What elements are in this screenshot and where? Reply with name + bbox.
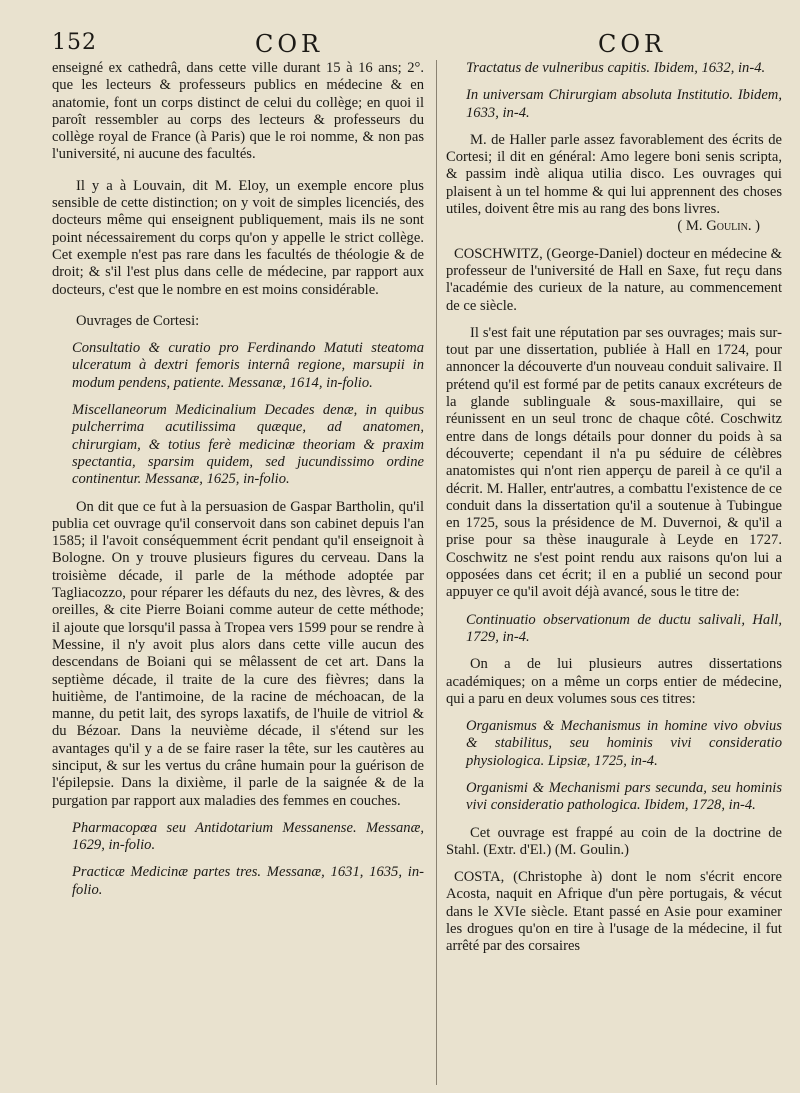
column-divider <box>436 60 437 1085</box>
attribution: ( M. Goulin. ) <box>677 218 760 235</box>
citation: Tractatus de vulneribus capitis. Ibidem, 1632, in-4. <box>466 60 766 76</box>
running-head-right: COR <box>598 30 667 58</box>
citation: Practicæ Medicinæ partes tres. Messanæ, 1631, 1635, in-folio. <box>72 864 424 898</box>
running-head-left: COR <box>255 30 324 58</box>
entry-coschwitz: COSCHWITZ, (George-Daniel) docteur en médecine & professeur de l'université de Hall en Saxe, fut reçu dans l'académie des curieux de la nature, au commencement de ce siècle. <box>446 245 782 314</box>
paragraph: Il y a à Louvain, dit M. Eloy, un exemple encore plus sensible de cette distinction; on y voit de simples licenciés, des docteurs même qui enseignent publiquement, mais ils ne sont point nécessairement du corps qu'on y appelle le strict collège. Cet exemple n'est pas rare dans les facultés de théologie & de droit; & s'il l'est plus dans celle de médecine, par rapport aux docteurs, c'est que le nombre en est moins considérable. <box>52 177 424 298</box>
citation: Organismus & Mechanismus in homine vivo obvius & stabilitus, seu hominis vivi consideratio physiologica. Lipsiæ, 1725, in-4. <box>466 718 782 769</box>
paragraph: M. de Haller parle assez favorablement des écrits de Cortesi; il dit en général: Amo legere boni senis scripta, & passim indè aliqua utilia disco. Les ouvrages qui plaisent à un tel homme & qui lui apprennent des choses utiles, doivent être mis au rang des bons livres. <box>446 131 782 218</box>
citation: Pharmacopœa seu Antidotarium Messanense. Messanæ, 1629, in-folio. <box>72 819 424 854</box>
paragraph: enseigné ex cathedrâ, dans cette ville durant 15 à 16 ans; 2°. que les lecteurs & professeurs publics en médecine & en anatomie, font un corps distinct de celui du collège; en quoi il paroît ressembler au corps des lecteurs & professeurs du collège royal de France (à Paris) que le roi nomme, & non pas l'université, ni aucune des facultés. <box>52 60 424 163</box>
page-number: 152 <box>52 30 97 55</box>
left-column <box>52 60 424 899</box>
citation: Miscellaneorum Medicinalium Decades denæ, in quibus pulcherrima acutilissima quæque, ad anatomen, chirurgiam, & totius ferè medicinæ theoriam & praxim spectantia, sparsim quidem, sed jucundissimo ordine continentur. Messanæ, 1625, in-folio. <box>72 402 424 488</box>
entry-costa: COSTA, (Christophe à) dont le nom s'écrit encore Acosta, naquit en Afrique d'un père portugais, & vécut dans le XVIe siècle. Etant passé en Asie pour examiner les drogues qu'on en tire à l'usage de la médecine, il fut arrêté par des corsaires <box>446 869 782 955</box>
citation: Continuatio observationum de ductu salivali, Hall, 1729, in-4. <box>466 611 782 645</box>
citation: Consultatio & curatio pro Ferdinando Matuti steatoma ulceratum à dextri femoris internâ regione, marsupii in modum pendens, patiente. Messanæ, 1614, in-folio. <box>72 340 424 391</box>
paragraph: On a de lui plusieurs autres dissertations académiques; on a même un corps entier de médecine, qui a paru en deux volumes sous ces titres: <box>446 656 782 707</box>
paragraph: On dit que ce fut à la persuasion de Gaspar Bartholin, qu'il publia cet ouvrage qu'il conservoit dans son cabinet depuis l'an 1585; il l'avoit conséquemment écrit pendant qu'il enseignoit à Bologne. On y trouve plusieurs figures du cerveau. Dans la troisième décade, il parle de la méthode adoptée par Tagliacozzo, pour réparer les défauts du nez, des lèvres, & des oreilles, & cite Pierre Boiani comme auteur de cette méthode; il ajoute que lorsqu'il passa à Tropea vers 1599 pour se rendre à Messine, il n'y avoit plus alors dans cette ville aucun des descendans de Boiani qui se mêlassent de cet art. Dans la septième décade, il traite de la cure des fièvres; dans la huitième, de l'antimoine, de la racine de méchoacan, de la manne, du petit lait, des syrops laxatifs, de l'huile de vitriol & du Bézoar. Dans la neuvième décade, il s'étend sur les avantages qu'il y a de se faire raser la tête, sur les cautères au sinciput, & sur les vertus du crâne humain pour la guérison de l'épilepsie. Dans la dixième, il parle de la saignée & de la purgation par rapport aux maladies des femmes en couches. <box>52 498 424 809</box>
works-heading: Ouvrages de Cortesi: <box>76 312 200 329</box>
citation: In universam Chirurgiam absoluta Institutio. Ibidem, 1633, in-4. <box>466 87 782 121</box>
right-column <box>446 60 782 956</box>
paragraph: Cet ouvrage est frappé au coin de la doctrine de Stahl. (Extr. d'El.) (M. Goulin.) <box>446 824 782 858</box>
running-header <box>0 30 800 60</box>
paragraph: Il s'est fait une réputation par ses ouvrages; mais sur-tout par une dissertation, publiée à Hall en 1724, pour annoncer la découverte d'un nouveau conduit salivaire. Il prétend qu'il est formé par de petits canaux excréteurs de la glande sublinguale & sous-maxillaire, qui se réunissent en un seul tronc de chaque côté. Coschwitz entre dans de longs détails pour donner du poids à sa découverte; cependant il n'a pu séduire de célèbres anatomistes qui n'ont rien apperçu de pareil à ce qu'il a décrit. M. Haller, entr'autres, a combattu l'existence de ce conduit dans la dissertation qu'il a soutenue à Tubingue en 1725, sous la présidence de M. Duvernoi, & qu'il a prise pour sa thèse inaugurale à Leyde en 1727. Coschwitz ne s'est point rendu aux raisons qu'on lui a opposées dans cet écrit; il en a publié un second pour appuyer ce qu'il avoit déjà avancé, sous le titre de: <box>446 324 782 601</box>
citation: Organismi & Mechanismi pars secunda, seu hominis vivi consideratio pathologica. Ibidem, 1728, in-4. <box>466 779 782 814</box>
